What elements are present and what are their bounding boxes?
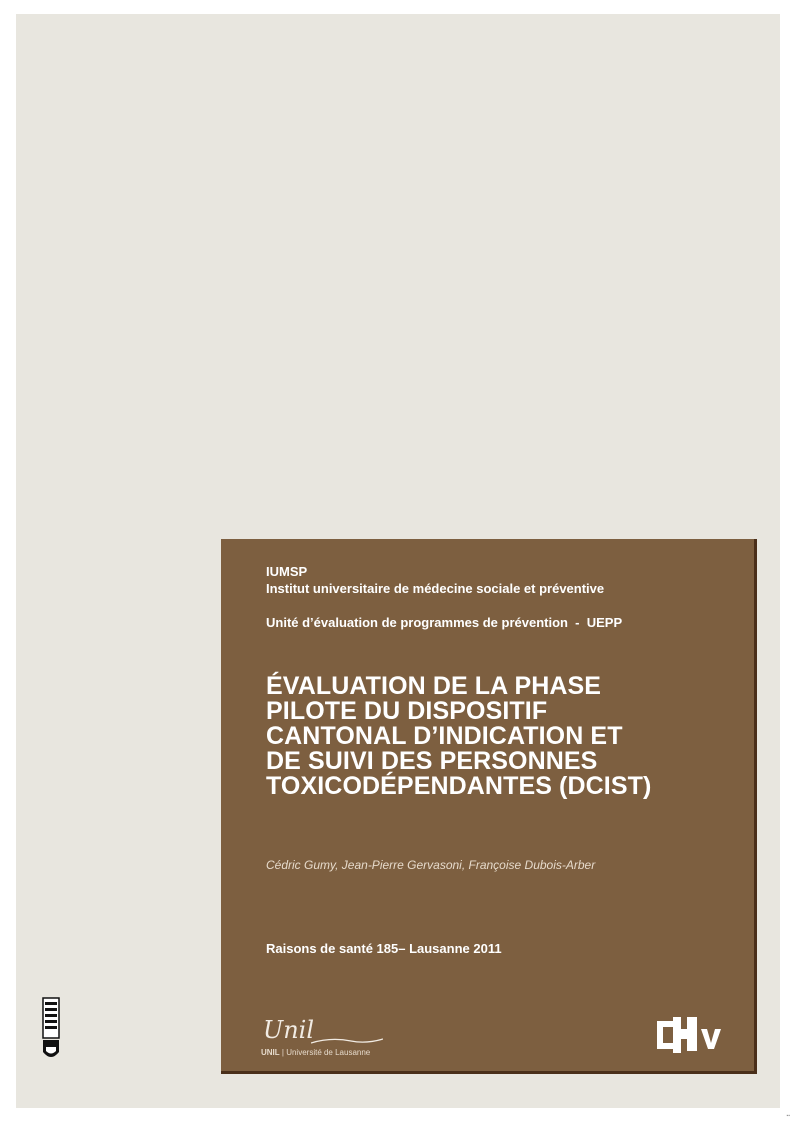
title-line: PILOTE DU DISPOSITIF xyxy=(266,697,548,725)
institute-acronym: IUMSP xyxy=(266,564,308,579)
canton-vaud-logo-icon xyxy=(41,996,61,1062)
series-info: Raisons de santé 185– Lausanne 2011 xyxy=(266,941,502,956)
title-line: TOXICODÉPENDANTES (DCIST) xyxy=(266,772,652,800)
title-line: DE SUIVI DES PERSONNES xyxy=(266,747,598,775)
report-title xyxy=(266,674,736,799)
unil-caption-bold: UNIL xyxy=(261,1048,280,1057)
chuv-logo-icon xyxy=(653,1015,723,1055)
unil-script-logo: Unil xyxy=(263,1016,315,1044)
title-line: CANTONAL D’INDICATION ET xyxy=(266,722,623,750)
title-panel xyxy=(221,539,757,1074)
title-line: ÉVALUATION DE LA PHASE xyxy=(266,672,602,700)
institute-name: Institut universitaire de médecine sociale et préventive xyxy=(266,581,605,596)
unil-logo xyxy=(261,1016,381,1060)
authors: Cédric Gumy, Jean-Pierre Gervasoni, Françoise Dubois-Arber xyxy=(266,858,596,872)
unil-caption xyxy=(261,1048,370,1057)
unit-name: Unité d’évaluation de programmes de prévention - UEPP xyxy=(266,615,623,630)
corner-mark: ▪▪ xyxy=(786,1113,790,1119)
unil-caption-rest: | Université de Lausanne xyxy=(279,1048,371,1057)
unil-flourish-icon xyxy=(311,1035,383,1047)
